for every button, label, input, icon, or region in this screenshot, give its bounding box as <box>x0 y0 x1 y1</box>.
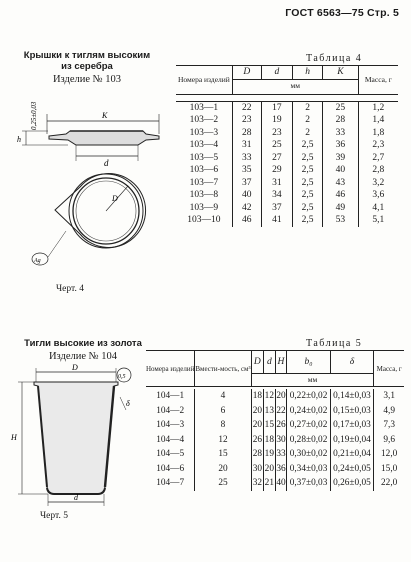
table4-header-h: h <box>293 66 323 80</box>
table4-header-d: d <box>261 66 292 80</box>
table4-cell: 39 <box>323 152 359 165</box>
table4-cell: 103—10 <box>187 215 221 225</box>
table4-row <box>176 164 398 177</box>
table4-cell: 103—4 <box>189 140 219 150</box>
table5-cell: 104—5 <box>156 449 185 459</box>
table4-cell: 40 <box>232 189 261 202</box>
table5-cell: 8 <box>195 418 251 433</box>
table4-cell: 2,5 <box>293 177 323 190</box>
table4-cell: 19 <box>261 114 292 127</box>
dim-d-label: d <box>104 158 109 168</box>
table4-cell: 17 <box>261 101 292 114</box>
table5-cell: 0,19±0,04 <box>330 433 374 448</box>
table5-cell: 22 <box>275 404 287 419</box>
table4-cell: 46 <box>323 189 359 202</box>
table4-cell: 25 <box>323 101 359 114</box>
table4-cell: 37 <box>261 202 292 215</box>
table5-cell: 18 <box>251 389 264 404</box>
table5-cell: 15 <box>264 418 275 433</box>
table5-cell: 0,21±0,04 <box>330 447 374 462</box>
table5-cell: 9,6 <box>374 433 404 448</box>
table5-cell: 20 <box>264 462 275 477</box>
dim-h-label: h <box>17 135 21 144</box>
table4-cell: 103—6 <box>189 165 219 175</box>
table5-cell: 20 <box>195 462 251 477</box>
table4-cell: 31 <box>261 177 292 190</box>
table4-cell: 2,5 <box>293 139 323 152</box>
table4-cell: 103—8 <box>189 190 219 200</box>
table4-header-number: Номера изделий <box>176 66 232 95</box>
table4-row <box>176 101 398 114</box>
table5-cell: 6 <box>195 404 251 419</box>
table5-header-capacity: Вмести-мость, см³ <box>195 351 251 387</box>
table5-cell: 15,0 <box>374 462 404 477</box>
table5-row <box>146 418 404 433</box>
table5-cell: 104—6 <box>156 463 185 474</box>
table4-cell: 35 <box>232 164 261 177</box>
table5-cell: 18 <box>264 433 275 448</box>
table5-cell: 0,22±0,02 <box>287 389 330 404</box>
table4 <box>176 65 398 227</box>
table5-cell: 21 <box>264 476 275 491</box>
table4-cell: 36 <box>323 139 359 152</box>
table4-cell: 33 <box>323 127 359 140</box>
table4-cell: 103—1 <box>189 102 219 113</box>
table4-cell: 33 <box>232 152 261 165</box>
table5-cell: 0,14±0,03 <box>330 389 374 404</box>
table5-cell: 26 <box>251 433 264 448</box>
table5-row <box>146 389 404 404</box>
section2-title: Тигли высокие из золота <box>24 338 142 349</box>
table4-title: Таблица 4 <box>306 53 363 64</box>
table4-cell: 34 <box>261 189 292 202</box>
table4-row <box>176 214 398 227</box>
table4-cell: 2 <box>293 101 323 114</box>
table4-header-K: K <box>323 66 359 80</box>
page-header: ГОСТ 6563—75 Стр. 5 <box>285 7 399 19</box>
table5-cell: 104—3 <box>156 420 185 430</box>
table4-cell: 2,5 <box>293 214 323 227</box>
table4-cell: 3,6 <box>358 189 398 202</box>
table4-cell: 1,2 <box>358 101 398 114</box>
table5-header-d: d <box>264 351 275 374</box>
table4-cell: 41 <box>261 214 292 227</box>
stamp2-label: 0,5 <box>118 374 126 380</box>
table4-cell: 1,4 <box>358 114 398 127</box>
table5-row <box>146 447 404 462</box>
table4-cell: 2,8 <box>358 164 398 177</box>
figure4-caption: Черт. 4 <box>56 284 84 294</box>
table4-cell: 46 <box>232 214 261 227</box>
table4-cell: 103—7 <box>189 177 219 188</box>
table5-cell: 20 <box>251 404 264 419</box>
table5-cell: 7,3 <box>374 418 404 433</box>
table4-cell: 2,5 <box>293 152 323 165</box>
section1-title-line2: из серебра <box>61 61 113 72</box>
tolerance-label: 0,25±0,03 <box>30 101 38 130</box>
table5-cell: 12 <box>195 433 251 448</box>
dim-H-label: H <box>11 433 17 442</box>
crucible-drawing <box>8 362 148 512</box>
table5-cell: 20 <box>251 418 264 433</box>
table5-cell: 0,24±0,05 <box>330 462 374 477</box>
table4-cell: 2,5 <box>293 202 323 215</box>
table4-row <box>176 202 398 215</box>
table4-cell: 27 <box>261 152 292 165</box>
table4-cell: 103—2 <box>189 115 219 125</box>
table4-cell: 43 <box>323 177 359 190</box>
section2-item-number: Изделие № 104 <box>48 351 118 362</box>
table4-cell: 2,3 <box>358 139 398 152</box>
table5-cell: 0,27±0,02 <box>287 418 330 433</box>
table4-cell: 103—9 <box>189 202 219 213</box>
table4-cell: 42 <box>232 202 261 215</box>
table5-title: Таблица 5 <box>306 338 363 349</box>
table5-cell: 32 <box>251 476 264 491</box>
table5-cell: 26 <box>275 418 287 433</box>
table4-cell: 23 <box>261 127 292 140</box>
lid-drawing <box>8 84 173 299</box>
table5-cell: 0,37±0,03 <box>287 476 330 491</box>
table4-cell: 29 <box>261 164 292 177</box>
table5-cell: 13 <box>264 404 275 419</box>
table4-row <box>176 189 398 202</box>
table5-header-H: H <box>275 351 287 374</box>
table4-cell: 23 <box>232 114 261 127</box>
table5-row <box>146 476 404 491</box>
section1-title-line1: Крышки к тиглям высоким <box>23 50 151 61</box>
table5-header-D: D <box>251 351 264 374</box>
dim-delta-label: δ <box>126 399 130 408</box>
table4-row <box>176 152 398 165</box>
table5-cell: 33 <box>275 447 287 462</box>
stamp-label: Ag <box>34 258 41 264</box>
table5-cell: 0,30±0,02 <box>287 447 330 462</box>
dim-D-label: D <box>112 194 118 203</box>
table4-header-D: D <box>232 66 261 80</box>
table5-cell: 0,24±0,02 <box>287 404 330 419</box>
table4-cell: 103—3 <box>189 127 219 138</box>
table4-cell: 2 <box>293 114 323 127</box>
table4-cell: 2,7 <box>358 152 398 165</box>
table5-cell: 0,26±0,05 <box>330 476 374 491</box>
table4-row <box>176 177 398 190</box>
table5-cell: 36 <box>275 462 287 477</box>
table5-cell: 25 <box>195 476 251 491</box>
table5-header-mass: Масса, г <box>374 351 404 387</box>
figure5-caption: Черт. 5 <box>40 511 68 521</box>
table5-cell: 4,9 <box>374 404 404 419</box>
table4-cell: 22 <box>232 101 261 114</box>
table5-cell: 3,1 <box>374 389 404 404</box>
table5-cell: 22,0 <box>374 476 404 491</box>
table4-cell: 31 <box>232 139 261 152</box>
table5-cell: 15 <box>195 447 251 462</box>
table4-cell: 28 <box>232 127 261 140</box>
table5-cell: 104—2 <box>156 405 185 416</box>
table5-cell: 28 <box>251 447 264 462</box>
table5-cell: 4 <box>195 389 251 404</box>
table5-cell: 104—4 <box>156 434 185 445</box>
table5-row <box>146 433 404 448</box>
table5-row <box>146 404 404 419</box>
table5-cell: 104—7 <box>156 478 185 488</box>
dim-k-label: K <box>102 111 108 120</box>
table5-cell: 0,17±0,03 <box>330 418 374 433</box>
table4-cell: 5,1 <box>358 214 398 227</box>
table5-header-number: Номера изделий <box>146 364 195 373</box>
table4-cell: 3,2 <box>358 177 398 190</box>
table5-cell: 20 <box>275 389 287 404</box>
table4-cell: 37 <box>232 177 261 190</box>
section1-item-number: Изделие № 103 <box>52 74 122 85</box>
table4-row <box>176 139 398 152</box>
table4-cell: 40 <box>323 164 359 177</box>
table5-header-delta: δ <box>330 351 374 374</box>
table4-cell: 28 <box>323 114 359 127</box>
table5-header-b0: b₀ <box>287 351 330 374</box>
dim-d2-label: d <box>74 493 78 502</box>
table4-cell: 103—5 <box>189 152 219 163</box>
table5-cell: 19 <box>264 447 275 462</box>
table5-cell: 104—1 <box>156 391 185 401</box>
table4-cell: 53 <box>323 214 359 227</box>
table4-cell: 25 <box>261 139 292 152</box>
table4-row <box>176 127 398 140</box>
table4-cell: 4,1 <box>358 202 398 215</box>
table5-cell: 30 <box>251 462 264 477</box>
dim-D2-label: D <box>72 363 78 372</box>
table5-cell: 30 <box>275 433 287 448</box>
table4-cell: 49 <box>323 202 359 215</box>
table5-row <box>146 462 404 477</box>
table5-cell: 40 <box>275 476 287 491</box>
table5-cell: 12 <box>264 389 275 404</box>
table4-cell: 1,8 <box>358 127 398 140</box>
table4-cell: 2,5 <box>293 164 323 177</box>
table4-header-mass: Масса, г <box>358 66 398 95</box>
table4-unit: мм <box>232 79 358 94</box>
table5-cell: 0,15±0,03 <box>330 404 374 419</box>
table5-cell: 0,28±0,02 <box>287 433 330 448</box>
table5-unit: мм <box>251 374 374 387</box>
section1-title <box>8 50 166 72</box>
table4-cell: 2 <box>293 127 323 140</box>
table5-cell: 12,0 <box>374 447 404 462</box>
table5-cell: 0,34±0,03 <box>287 462 330 477</box>
table5 <box>146 350 404 491</box>
table4-cell: 2,5 <box>293 189 323 202</box>
table4-row <box>176 114 398 127</box>
